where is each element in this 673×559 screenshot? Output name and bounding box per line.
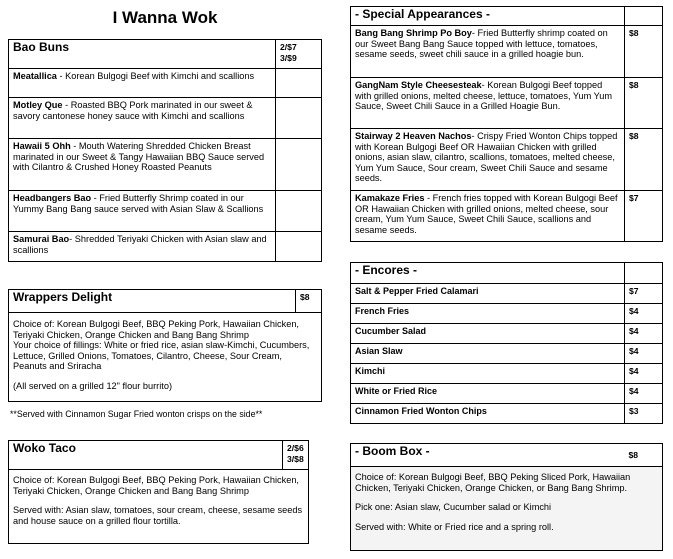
wrappers-table [8,289,322,402]
wrappers-header-row [9,290,322,313]
boombox-choice: Choice of: Korean Bulgogi Beef, BBQ Peking Sliced Pork, Hawaiian Chicken, Teriyaki Chicken, Orange Chicken, or Bang Bang Shrimp. [355,472,631,493]
wrappers-body [9,313,322,402]
bao-item-sep: - [62,100,71,110]
encores-table [350,262,663,424]
special-item [351,26,625,78]
encore-item-row [351,404,663,424]
special-item-desc: Korean Bulgogi Beef topped with grilled onions, melted cheese, lettuce, tomatoes, Yum Yum Sauce, Sweet Chili Sauce in a Grilled Hoagie Bun. [355,80,613,112]
special-item-desc: Fried Butterfly shrimp coated on our Sweet Bang Bang Sauce topped with lettuce, tomatoes, sesame seeds, sweet chili sauce in a grilled hoagie bun. [355,28,608,60]
bao-buns-price-three: 3/$9 [280,52,297,63]
woko-served: Served with: Asian slaw, tomatoes, sour cream, cheese, sesame seeds and house sauce on a grilled flour tortilla. [13,505,303,526]
special-item-name: Bang Bang Shrimp Po Boy [355,28,472,38]
encore-item-name: French Fries [351,304,625,324]
encore-item-row [351,324,663,344]
encore-item-price: $3 [625,404,663,424]
bao-item-sep: - [70,141,79,151]
bao-item-price-cell [276,69,322,98]
bao-item-sep: - [56,71,66,81]
encore-item-name: Salt & Pepper Fried Calamari [351,284,625,304]
special-item [351,191,625,242]
bao-item-row [9,98,322,139]
bao-buns-header-row [9,40,322,69]
bao-buns-price [276,40,322,69]
special-item-row [351,26,663,78]
encores-header: - Encores - [351,263,625,284]
encore-item-name: White or Fried Rice [351,384,625,404]
bao-item-row [9,139,322,191]
boombox-header-row [351,444,663,467]
encore-item-name: Kimchi [351,364,625,384]
wrappers-header: Wrappers Delight [9,290,296,313]
special-item-price: $8 [625,26,663,78]
woko-taco-table [8,440,309,544]
encores-header-row [351,263,663,284]
special-item-sep: - [471,28,478,38]
bao-item-row [9,232,322,262]
bao-item-sep: - [91,193,100,203]
woko-price [283,441,309,470]
encores-header-price-cell [625,263,663,284]
bao-buns-price-two: 2/$7 [280,42,297,52]
encore-item-row [351,284,663,304]
woko-price-three: 3/$8 [287,453,304,464]
special-header: - Special Appearances - [351,7,625,26]
woko-header: Woko Taco [9,441,283,470]
special-item-sep: - [471,131,478,141]
wrappers-fillings: Your choice of fillings: White or fried rice, asian slaw-Kimchi, Cucumbers, Lettuce, Grilled Onions, Tomatoes, Cilantro, Cheese, Sour Cream, Peanuts and Sriracha [13,340,310,372]
encore-item-price: $4 [625,384,663,404]
encore-item-price: $4 [625,304,663,324]
wrappers-body-row [9,313,322,402]
encore-item-row [351,344,663,364]
bao-item-desc: Korean Bulgogi Beef with Kimchi and scallions [65,71,255,81]
encore-item-price: $4 [625,324,663,344]
special-item-price: $7 [625,191,663,242]
special-item-price: $8 [625,129,663,191]
encore-item-name: Asian Slaw [351,344,625,364]
boom-box-table [350,443,663,551]
special-item-name: GangNam Style Cheesesteak [355,80,482,90]
boombox-body-row [351,467,663,551]
bao-item [9,191,276,232]
special-header-row [351,7,663,26]
boombox-pick: Pick one: Asian slaw, Cucumber salad or Kimchi [355,502,552,513]
boombox-served: Served with: White or Fried rice and a spring roll. [355,521,554,532]
encore-item-price: $4 [625,364,663,384]
woko-header-row [9,441,309,470]
boombox-price: $8 [625,444,663,467]
encore-item-name: Cucumber Salad [351,324,625,344]
bao-item-row [9,69,322,98]
special-header-price-cell [625,7,663,26]
special-item-row [351,129,663,191]
bao-item [9,98,276,139]
special-item-name: Kamakaze Fries [355,193,425,203]
bao-buns-header: Bao Buns [9,40,276,69]
special-item-name: Stairway 2 Heaven Nachos [355,131,472,141]
bao-item-price-cell [276,191,322,232]
bao-buns-table [8,39,322,262]
boombox-header: - Boom Box - [351,444,625,467]
special-item-row [351,78,663,129]
bao-item-name: Samurai Bao [13,234,70,244]
special-item-desc: French fries topped with Korean Bulgogi Beef OR Hawaiian Chicken with grilled onions, melted cheese, sour cream, Yum Yum Sauce, Sweet Chili Sauce, scallions and sesame seeds. [355,193,618,235]
special-item-row [351,191,663,242]
special-table [350,6,663,242]
woko-body [9,470,309,544]
bao-item-name: Headbangers Bao [13,193,92,203]
encore-item-price: $4 [625,344,663,364]
woko-price-two: 2/$6 [287,443,304,453]
encore-item-price: $7 [625,284,663,304]
woko-choice: Choice of: Korean Bulgogi Beef, BBQ Peking Pork, Hawaiian Chicken, Teriyaki Chicken, Orange Chicken and Bang Bang Shrimp [13,475,299,496]
special-item [351,129,625,191]
boombox-body [351,467,663,551]
bao-item [9,139,276,191]
bao-item-price-cell [276,232,322,262]
wrappers-served: (All served on a grilled 12" flour burrito) [13,380,173,391]
bao-item [9,69,276,98]
woko-body-row [9,470,309,544]
bao-item-price-cell [276,98,322,139]
bao-item-desc: Roasted BBQ Pork marinated in our sweet & savory cantonese honey sauce with Kimchi and scallions [13,100,253,121]
special-item [351,78,625,129]
encore-item-row [351,384,663,404]
bao-item-desc: Shredded Teriyaki Chicken with Asian slaw and scallions [13,234,267,255]
encore-item-row [351,364,663,384]
encore-item-name: Cinnamon Fried Wonton Chips [351,404,625,424]
bao-item-desc: Fried Butterfly Shrimp coated in our Yummy Bang Bang sauce served with Asian Slaw & Scallions [13,193,264,214]
bao-item-desc: Mouth Watering Shredded Chicken Breast marinated in our Sweet & Tangy Hawaiian BBQ Sauce served with Cilantro & Crushed Honey Roasted Peanuts [13,141,265,173]
bao-item-row [9,191,322,232]
bao-item-name: Hawaii 5 Ohh [13,141,71,151]
special-item-price: $8 [625,78,663,129]
menu-title: I Wanna Wok [112,8,218,27]
wrappers-note: **Served with Cinnamon Sugar Fried wonton crisps on the side** [10,409,263,419]
special-item-desc: Crispy Fried Wonton Chips topped with Korean Bulgogi Beef OR Hawaiian Chicken with grilled onions, asian slaw, cilantro, scallions, tomatoes, melted cheese, Yum Yum Sauce, Sour cream, Sweet Chili Sauce and sesame seeds. [355,131,618,184]
bao-item-name: Motley Que [13,100,63,110]
encore-item-row [351,304,663,324]
bao-item-sep: - [69,234,75,244]
bao-item-price-cell [276,139,322,191]
bao-item [9,232,276,262]
special-item-sep: - [424,193,433,203]
bao-item-name: Meatallica [13,71,57,81]
wrappers-price: $8 [296,290,322,313]
special-item-sep: - [481,80,488,90]
wrappers-choice: Choice of: Korean Bulgogi Beef, BBQ Peking Pork, Hawaiian Chicken, Teriyaki Chicken, Orange Chicken and Bang Bang Shrimp [13,319,299,340]
